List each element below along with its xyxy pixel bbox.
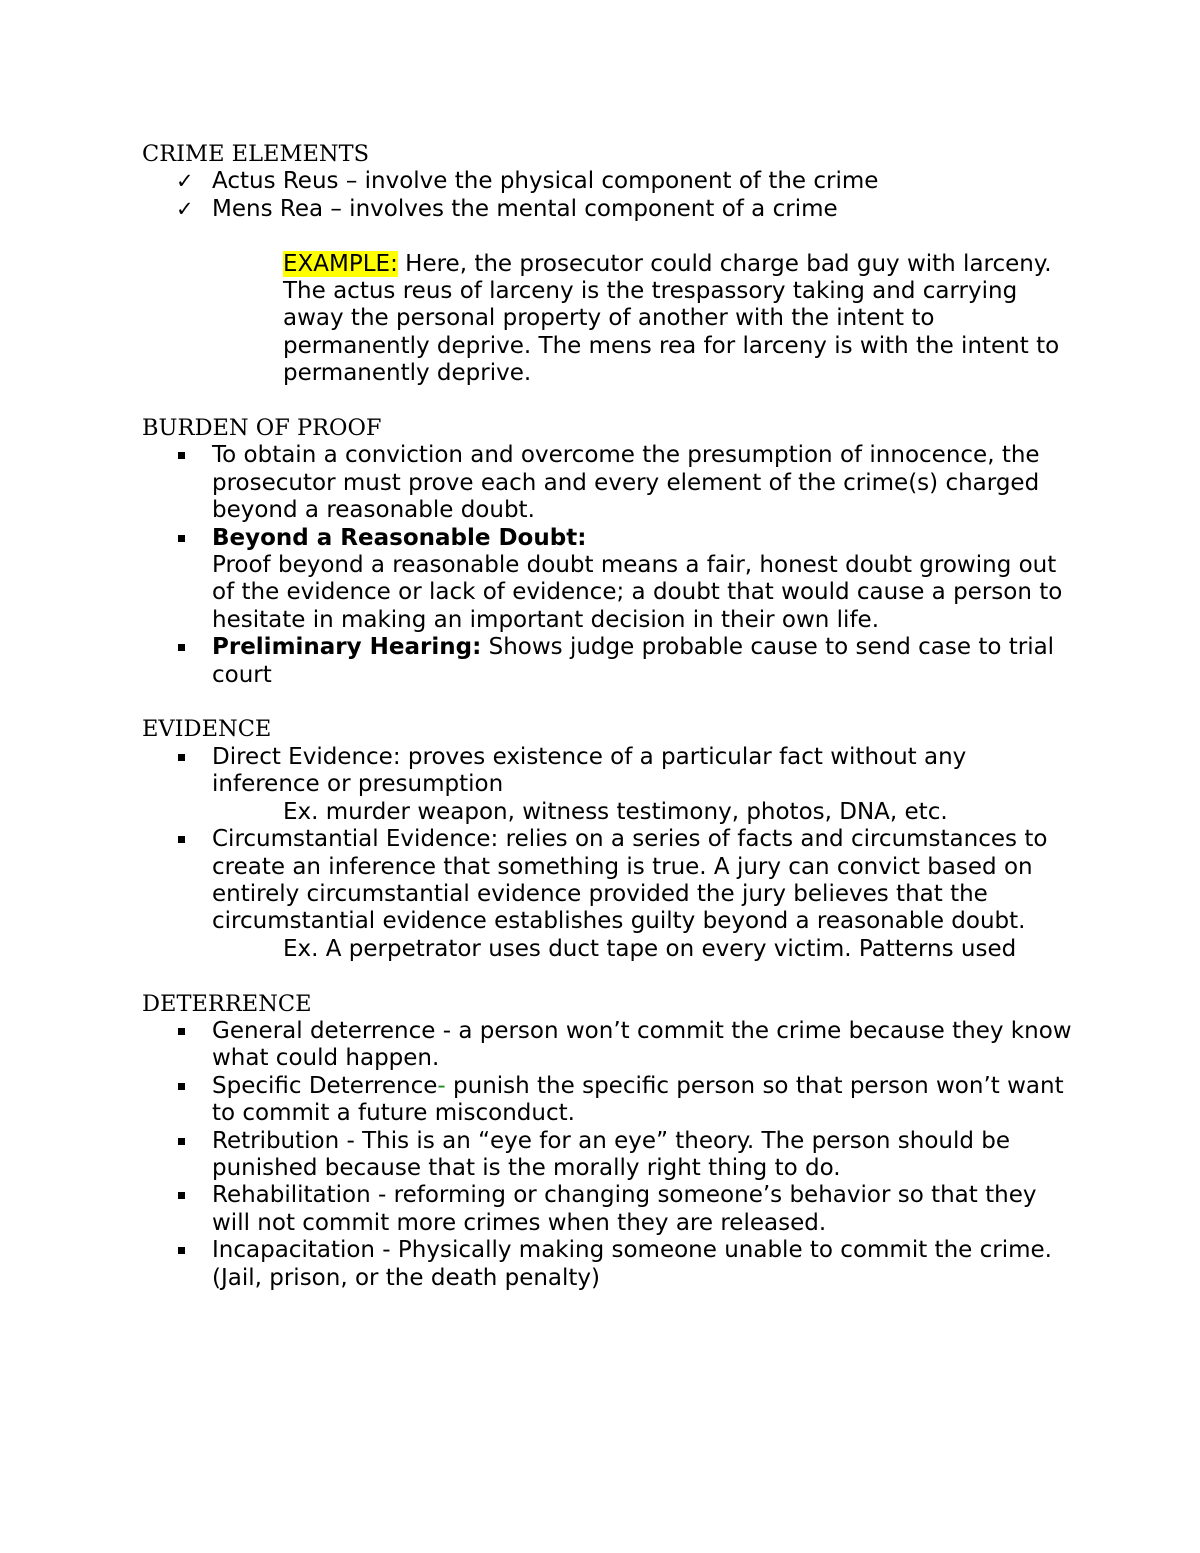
list-item-text: General deterrence - a person won’t commit the crime because they know what could happen.: [212, 1017, 1072, 1072]
list-item: [142, 1237, 1072, 1292]
square-bullet-icon: [178, 644, 185, 651]
square-bullet-icon: [178, 836, 185, 843]
list-item-text: Specific Deterrence: [212, 1072, 438, 1099]
heading-deterrence: DETERRENCE: [142, 990, 312, 1017]
list-item: [142, 744, 1072, 826]
list-item: [142, 1182, 1072, 1237]
list-item-title: Preliminary Hearing:: [212, 634, 482, 661]
example-label: EXAMPLE:: [283, 250, 398, 277]
evidence-list: [142, 744, 1072, 963]
list-item-text: punish the specific person so that person won’t want to commit a future misconduct.: [212, 1072, 1064, 1127]
green-dash: -: [437, 1072, 446, 1099]
list-item-text: To obtain a conviction and overcome the presumption of innocence, the prosecutor must prove each and every element of the crime(s) charged beyond a reasonable doubt.: [212, 442, 1040, 524]
list-item: [142, 826, 1072, 963]
list-item: [142, 1073, 1072, 1128]
square-bullet-icon: [178, 754, 185, 761]
square-bullet-icon: [178, 452, 185, 459]
list-item: [142, 1128, 1072, 1183]
list-item-title: Beyond a Reasonable Doubt:: [212, 524, 587, 551]
list-item-text: Circumstantial Evidence: relies on a series of facts and circumstances to create an inference that something is true. A jury can convict based on entirely circumstantial evidence provided the jury believes that the circumstantial evidence establishes guilty beyond a reasonable doubt.: [212, 826, 1048, 935]
heading-burden-of-proof: BURDEN OF PROOF: [142, 415, 382, 442]
list-item-text: Shows judge probable cause to send case to trial court: [212, 634, 1055, 688]
example-line: Ex. murder weapon, witness testimony, photos, DNA, etc.: [283, 798, 948, 825]
list-item-text: Mens Rea – involves the mental component of a crime: [212, 195, 838, 222]
list-item: [142, 196, 1072, 223]
square-bullet-icon: [178, 1138, 185, 1145]
deterrence-list: [142, 1018, 1072, 1292]
list-item-text: Proof beyond a reasonable doubt means a fair, honest doubt growing out of the evidence or lack of evidence; a doubt that would cause a person to hesitate in making an important decision in their own life.: [212, 552, 1063, 633]
crime-elements-list: [142, 168, 1072, 223]
document-body: [142, 141, 1072, 1292]
list-item-text: Direct Evidence: proves existence of a particular fact without any inference or presumption: [212, 743, 967, 798]
heading-crime-elements: CRIME ELEMENTS: [142, 141, 370, 167]
square-bullet-icon: [178, 535, 185, 542]
list-item: [142, 1018, 1072, 1073]
burden-list: [142, 442, 1072, 689]
example-paragraph: [283, 251, 1072, 388]
example-line: Ex. A perpetrator uses duct tape on every victim. Patterns used: [283, 935, 1017, 962]
list-item: [142, 634, 1072, 689]
list-item: [142, 168, 1072, 195]
list-item-text: Retribution - This is an “eye for an eye” theory. The person should be punished because that is the morally right thing to do.: [212, 1127, 1011, 1181]
square-bullet-icon: [178, 1083, 185, 1090]
checkmark-icon: ✓: [176, 196, 194, 221]
checkmark-icon: ✓: [176, 169, 194, 194]
example-text: Here, the prosecutor could charge bad guy with larceny. The actus reus of larceny is the trespassory taking and carrying away the personal property of another with the intent to permanently deprive. The mens rea for larceny is with the intent to permanently deprive.: [283, 250, 1060, 387]
list-item: [142, 525, 1072, 635]
list-item-text: Rehabilitation - reforming or changing someone’s behavior so that they will not commit more crimes when they are released.: [212, 1182, 1037, 1236]
list-item-text: Actus Reus – involve the physical component of the crime: [212, 168, 879, 195]
heading-evidence: EVIDENCE: [142, 716, 272, 743]
list-item: [142, 442, 1072, 524]
list-item-text: Incapacitation - Physically making someone unable to commit the crime. (Jail, prison, or the death penalty): [212, 1237, 1052, 1291]
square-bullet-icon: [178, 1028, 185, 1035]
square-bullet-icon: [178, 1247, 185, 1254]
square-bullet-icon: [178, 1192, 185, 1199]
